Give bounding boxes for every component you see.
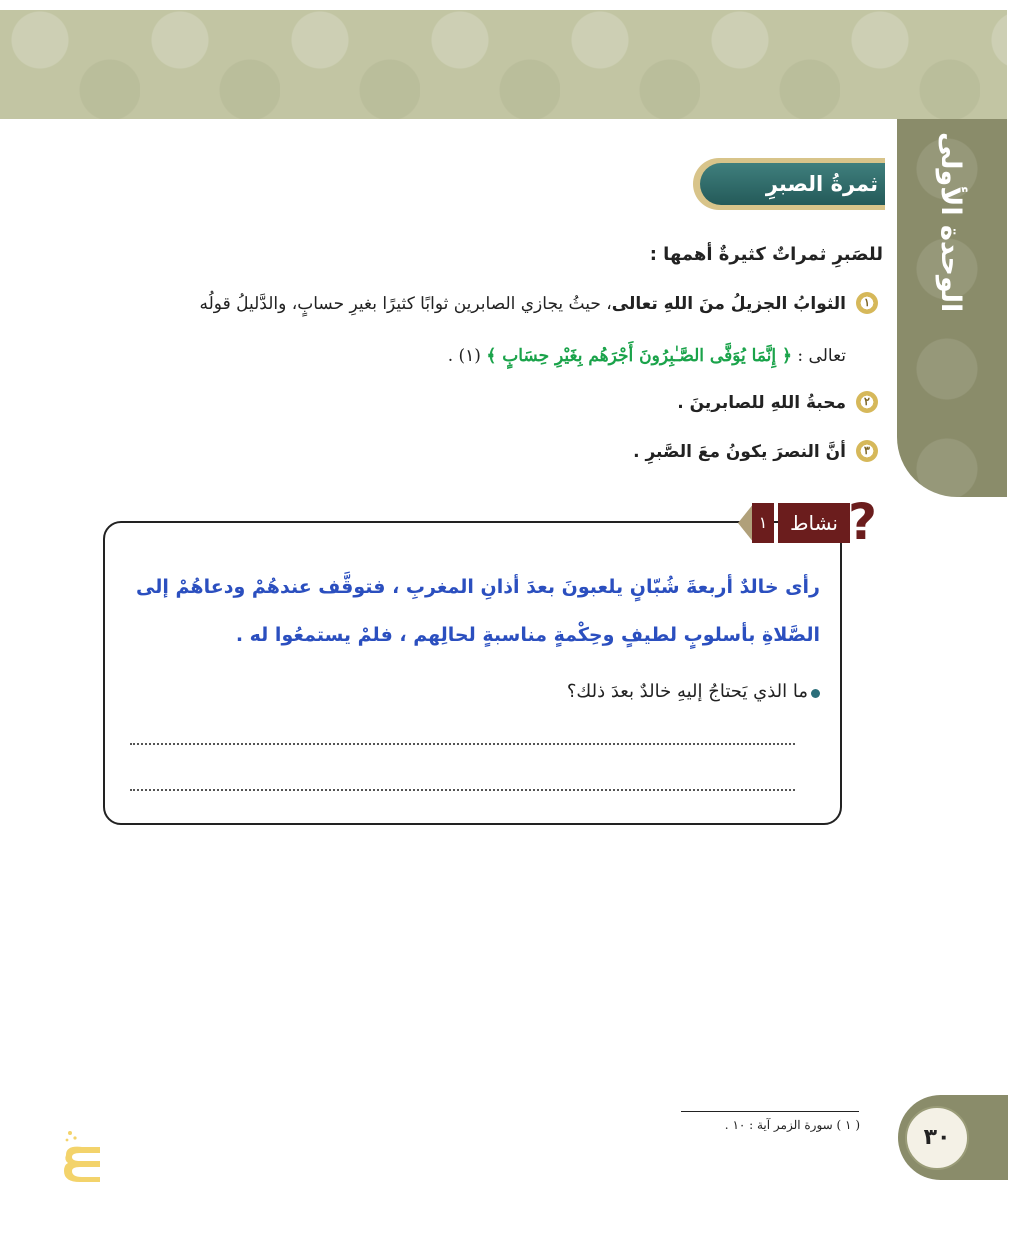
section-title: ثمرةُ الصبرِ: [765, 172, 878, 196]
activity-label: نشاط: [778, 503, 850, 543]
answer-line-1[interactable]: [130, 743, 795, 745]
footnote: ( ١ ) سورة الزمر آية : ١٠ .: [724, 1118, 860, 1132]
question-mark-icon: ?: [848, 493, 878, 551]
publisher-logo-icon: [60, 1125, 106, 1183]
list-item-2: [246, 388, 870, 418]
item-1-heading: الثوابُ الجزيلُ منَ اللهِ تعالى: [611, 294, 846, 314]
item-3-text: أنَّ النصرَ يكونُ معَ الصَّبرِ .: [633, 442, 846, 462]
answer-line-2[interactable]: [130, 789, 795, 791]
page-number: ٣٠: [923, 1125, 951, 1150]
bullet-star-icon: ٣: [856, 440, 878, 462]
list-item-1-verse: [86, 341, 846, 371]
activity-number: ١: [752, 503, 774, 543]
verse-reference: (١) .: [447, 346, 481, 366]
list-item-3: [246, 437, 870, 467]
activity-paragraph: رأى خالدٌ أربعةَ شُبّانٍ يلعبونَ بعدَ أذانِ المغربِ ، فتوقَّف عندهُمْ ودعاهُمْ إلى الصَّلاةِ بأسلوبٍ لطيفٍ وحِكْمةٍ مناسبةٍ لحالِهم ، فلمْ يستمعُوا له .: [136, 576, 820, 646]
bullet-star-icon: ٢: [856, 391, 878, 413]
activity-question: ما الذي يَحتاجُ إليهِ خالدٌ بعدَ ذلك؟: [566, 681, 808, 702]
unit-title: الوحدة الأولى: [935, 131, 966, 312]
intro-text: للصَبرِ ثمراتٌ كثيرةٌ أهمها :: [649, 244, 883, 265]
top-margin: [0, 0, 1016, 10]
item-2-text: محبةُ اللهِ للصابرينَ .: [677, 393, 846, 413]
footnote-divider: [681, 1111, 859, 1112]
bullet-dot-icon: [811, 689, 820, 698]
list-item-1: [86, 289, 870, 319]
item-1-text: ، حيثُ يجازي الصابرين ثوابًا كثيرًا بغيرِ حسابٍ، والدَّليلُ قولُه: [199, 294, 612, 314]
quran-verse: ﴿ إِنَّمَا يُوَفَّى الصَّـٰبِرُونَ أَجْرَهُم بِغَيْرِ حِسَابٍ ﴾: [486, 346, 792, 366]
header-decorative-band: [0, 0, 1007, 119]
bullet-star-icon: ١: [856, 292, 878, 314]
verse-prefix: تعالى :: [797, 346, 846, 366]
